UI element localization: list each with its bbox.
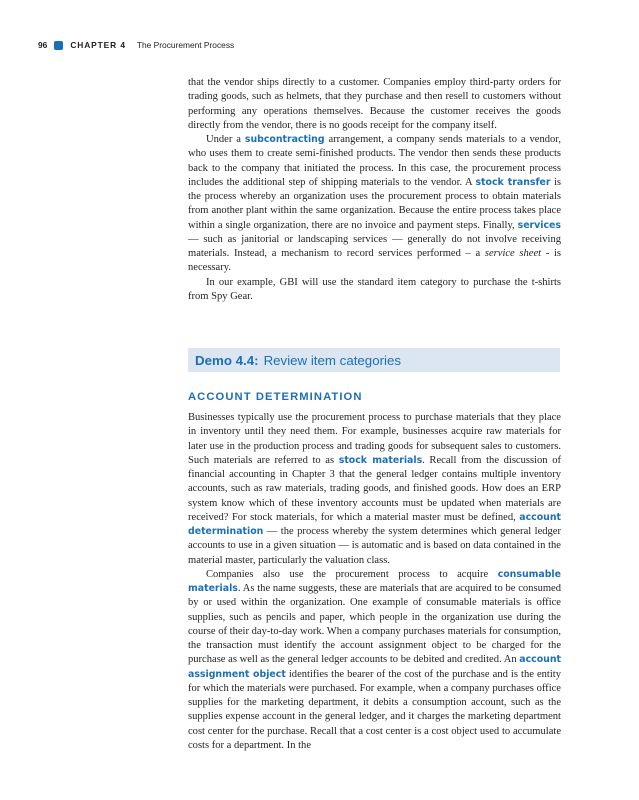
- term-stock-materials: stock materials: [338, 454, 423, 466]
- term-stock-transfer: stock transfer: [475, 176, 551, 188]
- paragraph-subcontracting: Under a subcontracting arrangement, a company sends materials to a vendor, who uses them to create semi-finished products. The vendor then sends these products back to the company that initiated the process. In this case, the procurement process includes the additional step of shipping materials to the vendor. A stock transfer is the process whereby an organization uses the procurement process to obtain materials from another plant within the same organization. Because the entire process takes place within a single organization, there are no invoice and payment steps. Finally, services — such as janitorial or landscaping services — generally do not involve receiving materials. Instead, a mechanism to record services performed – a service sheet - is necessary.: [188, 134, 561, 274]
- chapter-title: The Procurement Process: [136, 40, 235, 50]
- body-bottom: [188, 411, 561, 753]
- paragraph-consumable-materials: Companies also use the procurement process to acquire consumable materials. As the name suggests, these are materials that are acquired to be consumed by or used within the organization. One example of consumable materials is office supplies, such as pencils and paper, which people in the organization use during the course of their day-to-day work. When a company purchases materials for consumption, the transaction must identify the account assignment object to be charged for the purchase as well as the general ledger accounts to be debited and credited. An account assignment object identifies the bearer of the cost of the purchase and is the entity for which the materials were purchased. For example, when a company purchases office supplies for the marketing department, it debits a consumption account, such as the supplies expense account in the general ledger, and it charges the marketing department cost center for the purchase. Recall that a cost center is a cost object used to accumulate costs for a department. In the: [188, 568, 561, 751]
- term-subcontracting: subcontracting: [244, 134, 325, 145]
- term-account-assignment-object: account assignment object: [188, 654, 561, 680]
- paragraph-gbi-example: In our example, GBI will use the standard item category to purchase the t-shirts from Spy Gear.: [188, 276, 561, 302]
- chapter-marker-icon: [54, 41, 63, 50]
- term-account-determination: account determination: [188, 511, 561, 537]
- term-services: services: [517, 219, 561, 231]
- demo-box: [188, 348, 560, 372]
- chapter-label: CHAPTER 4: [70, 40, 126, 50]
- section-heading: ACCOUNT DETERMINATION: [188, 391, 363, 403]
- page-number: 96: [38, 40, 48, 50]
- term-consumable-materials: consumable materials: [188, 568, 561, 594]
- term-service-sheet: service sheet: [484, 248, 542, 259]
- body-top: [188, 76, 561, 304]
- demo-title: Review item categories: [263, 352, 402, 368]
- paragraph-third-party: that the vendor ships directly to a customer. Companies employ third-party orders for trading goods, such as helmets, that they purchase and then resell to customers without performing any operations themselves. Because the customer receives the goods directly from the vendor, there is no goods receipt for the company itself.: [188, 77, 561, 131]
- demo-label: Demo 4.4:: [195, 352, 259, 368]
- running-head: [38, 38, 234, 52]
- paragraph-stock-materials: Businesses typically use the procurement process to purchase materials that they place in inventory until they need them. For example, businesses acquire raw materials for later use in the production process and trading goods for subsequent sales to customers. Such materials are referred to as stock materials. Recall from the discussion of financial accounting in Chapter 3 that the general ledger contains multiple inventory accounts, such as raw materials, trading goods, and finished goods. How does an ERP system know which of these inventory accounts must be updated when materials are received? For stock materials, for which a material master must be defined, account determination — the process whereby the system determines which general ledger accounts to use in a given situation — is automatic and is based on data contained in the material master, particularly the valuation class.: [188, 412, 561, 566]
